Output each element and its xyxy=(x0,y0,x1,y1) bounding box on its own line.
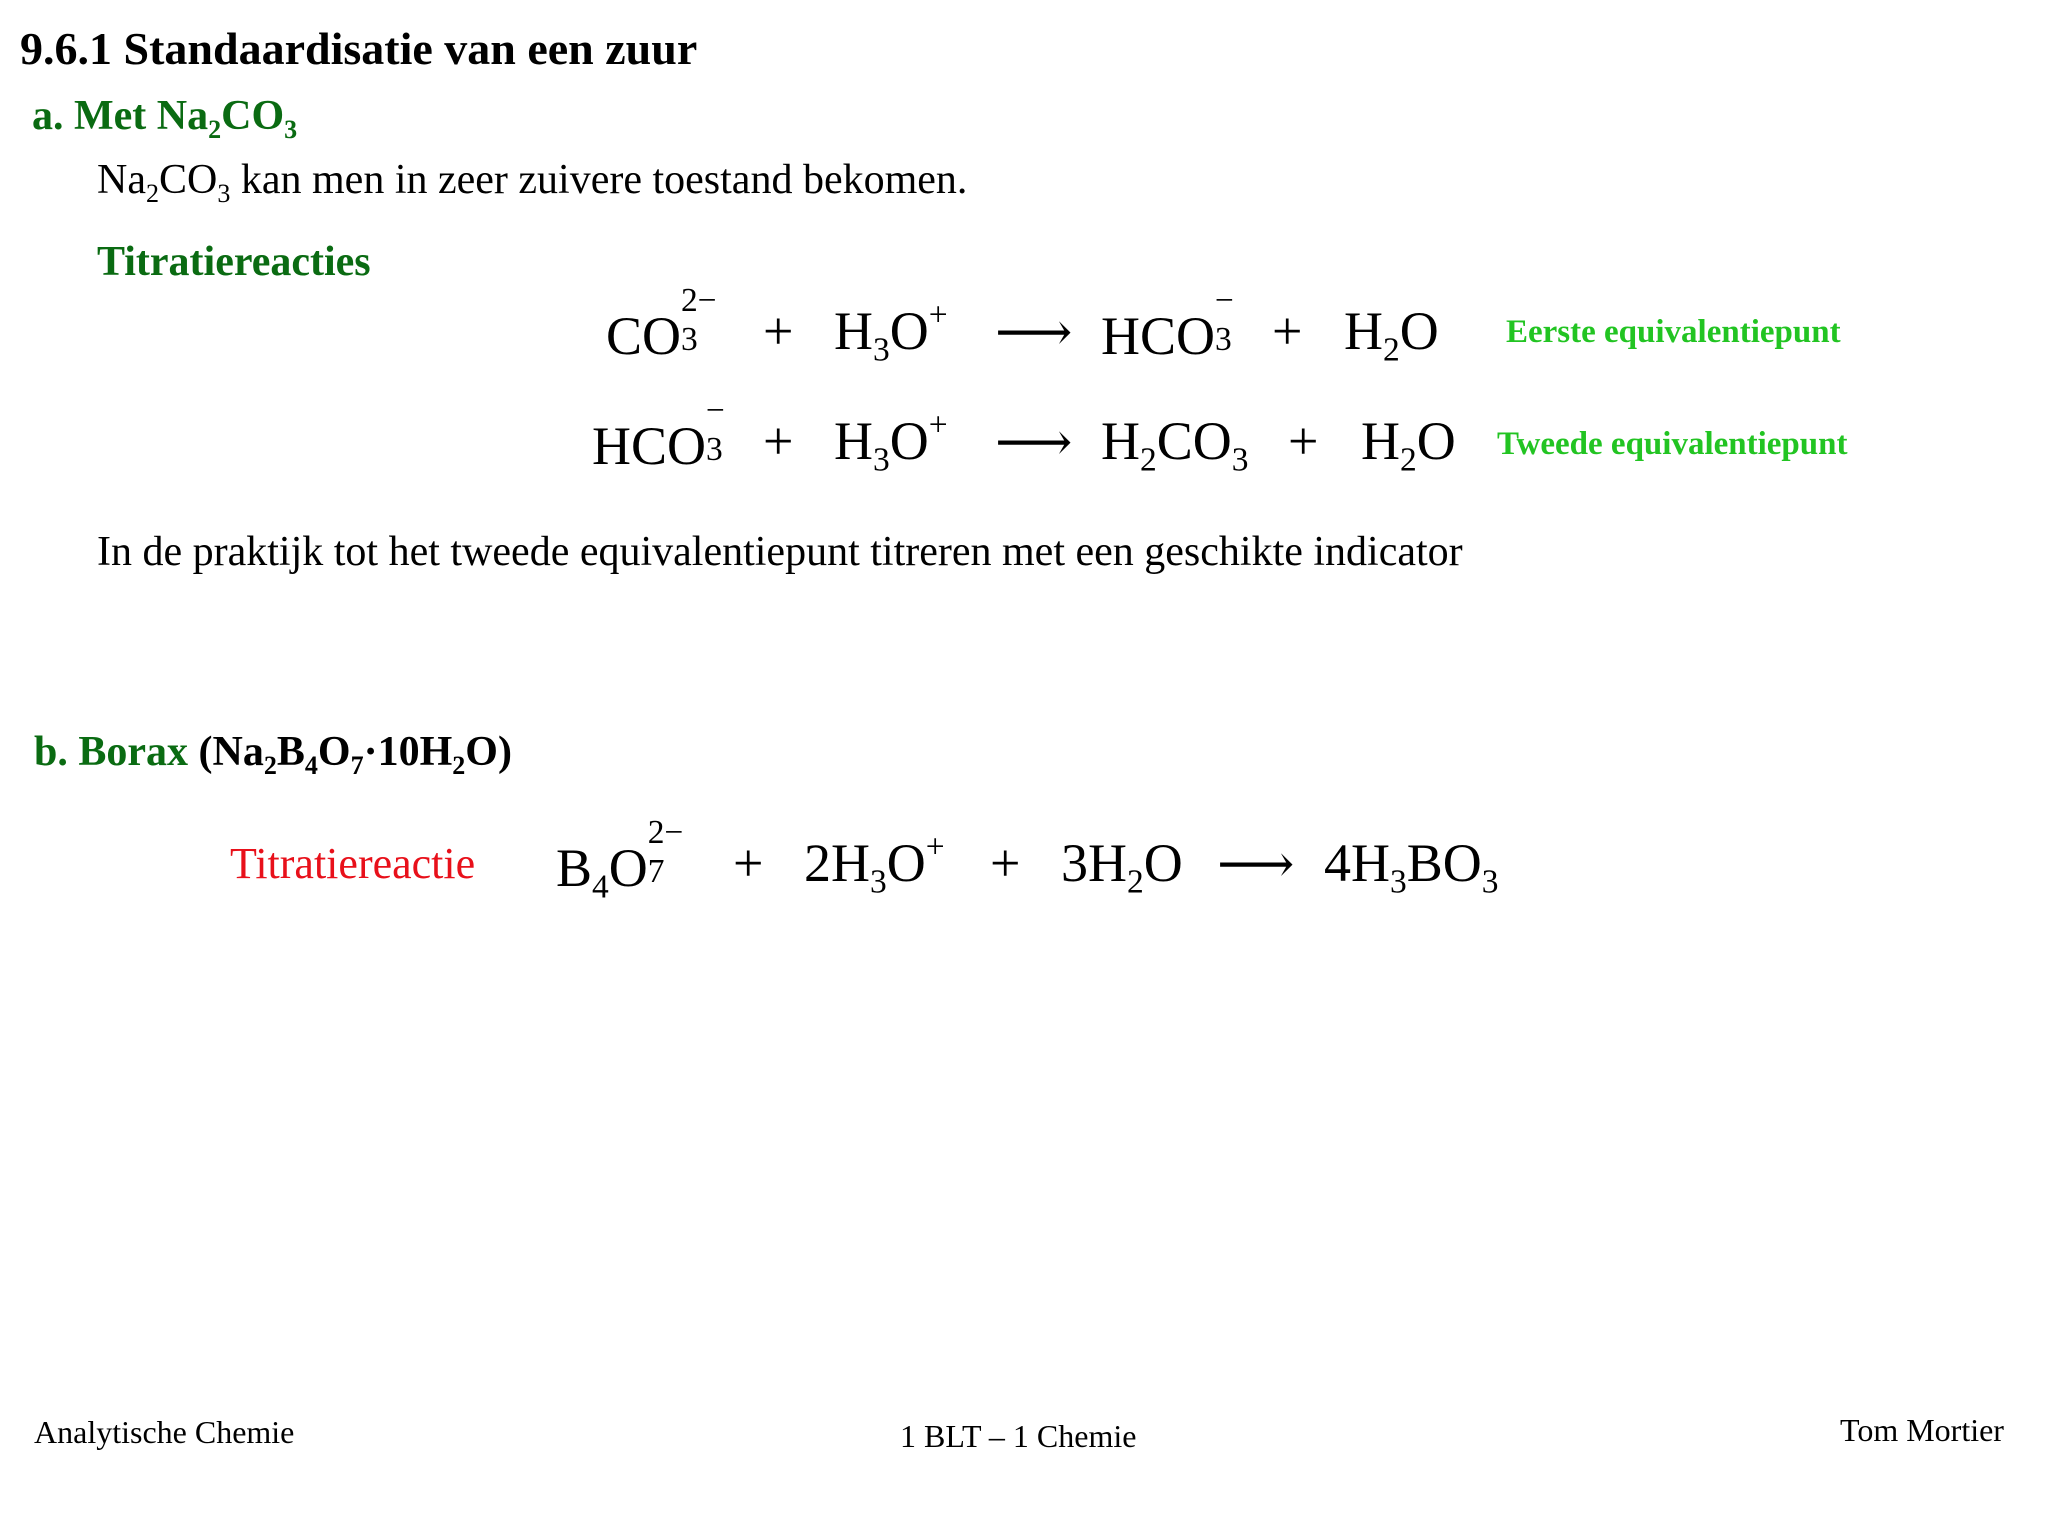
eq1-reactant-2: $H_3O^+$ xyxy=(834,296,948,369)
equation-1 xyxy=(0,281,2048,380)
eq2-reactant-1: HCO − 3 xyxy=(592,391,725,476)
eq1-product-2: $H_2O$ xyxy=(1344,301,1439,369)
borax-reactant-1: $B_4O$ 2− 7 xyxy=(556,813,684,906)
borax-reactant-3: $3H_2O$ xyxy=(1061,833,1183,901)
borax-plus-2: + xyxy=(990,833,1021,893)
equation-2 xyxy=(0,391,2048,490)
section-a-heading: a. Met $Na_2CO_3$ xyxy=(32,93,298,145)
borax-plus-1: + xyxy=(733,833,764,893)
borax-product: $4H_3BO_3$ xyxy=(1324,833,1499,901)
eq1-label: Eerste equivalentiepunt xyxy=(1506,314,1841,350)
eq2-plus-2: + xyxy=(1288,411,1319,471)
footer-right: Tom Mortier xyxy=(1840,1412,2004,1448)
eq2-plus-1: + xyxy=(763,411,794,471)
borax-arrow: ⟶ xyxy=(1217,834,1295,894)
eq2-arrow: ⟶ xyxy=(995,412,1073,472)
eq2-reactant-2: $H_3O^+$ xyxy=(834,406,948,479)
eq1-product-1: HCO − 3 xyxy=(1101,281,1234,366)
eq1-arrow: ⟶ xyxy=(995,302,1073,362)
eq1-plus-2: + xyxy=(1272,301,1303,361)
section-a-intro: $Na_2CO_3$ kan men in zeer zuivere toestand bekomen. xyxy=(97,157,968,209)
eq2-product-2: $H_2O$ xyxy=(1361,411,1456,479)
footer-center: 1 BLT – 1 Chemie xyxy=(900,1418,1137,1454)
section-b-heading: b. Borax $(Na_2B_4O_7\cdot 10H_2O)$ xyxy=(34,729,512,781)
eq1-reactant-1: CO 2− 3 xyxy=(606,281,717,366)
eq2-label: Tweede equivalentiepunt xyxy=(1497,426,1848,462)
footer-left: Analytische Chemie xyxy=(34,1414,295,1450)
page-title: 9.6.1 Standaardisatie van een zuur xyxy=(20,23,698,74)
titration-reaction-label: Titratiereactie xyxy=(230,839,476,888)
eq2-product-1: $H_2CO_3$ xyxy=(1101,411,1249,479)
eq1-plus-1: + xyxy=(763,301,794,361)
borax-equation xyxy=(0,813,2048,922)
titration-reactions-heading: Titratiereacties xyxy=(97,239,371,285)
borax-reactant-2: $2H_3O^+$ xyxy=(804,828,945,901)
practice-note: In de praktijk tot het tweede equivalentiepunt titreren met een geschikte indicator xyxy=(97,529,1463,575)
